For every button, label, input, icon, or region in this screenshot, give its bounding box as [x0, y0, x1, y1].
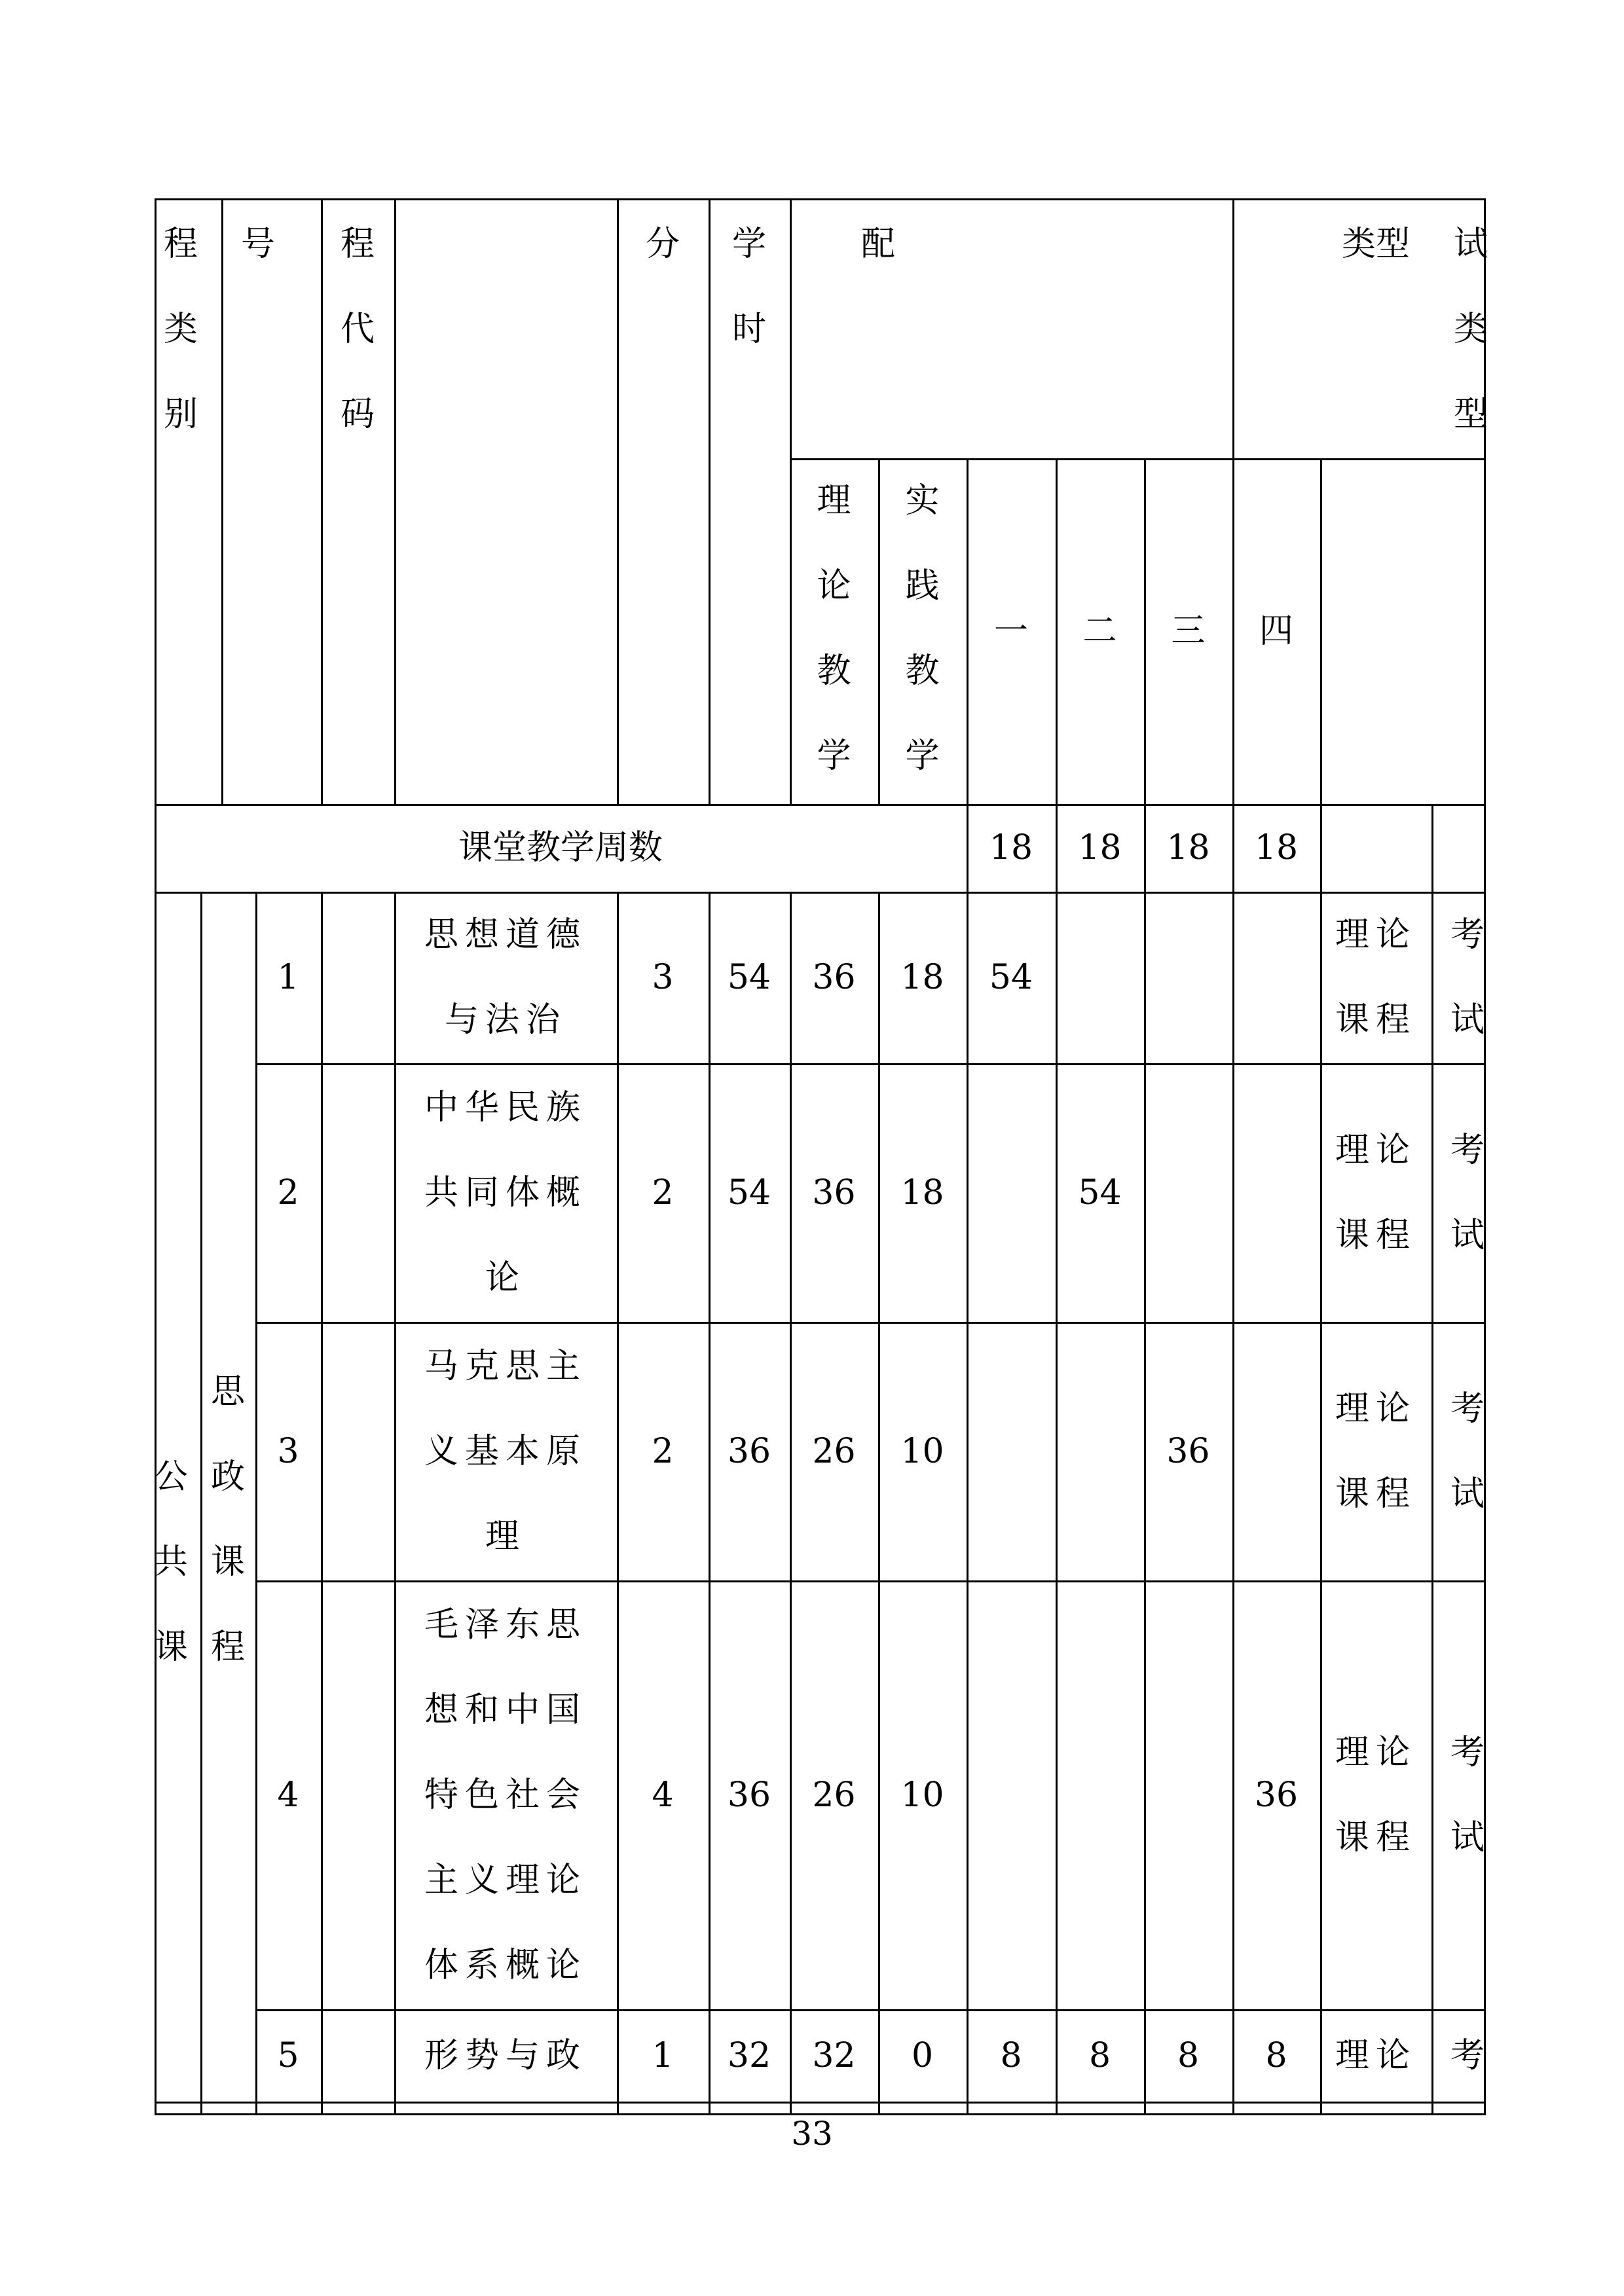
header-hours-line: 学	[731, 225, 766, 264]
row-credits: 1	[652, 2035, 674, 2075]
row-course-type-line: 理论	[1335, 1130, 1416, 1170]
header-theory-teaching	[790, 458, 878, 799]
table-rule	[617, 198, 619, 806]
row-course-type-line: 理论	[1335, 2035, 1416, 2075]
table-rule	[1431, 804, 1433, 894]
header-allocation: 配	[860, 225, 895, 264]
row-course-name-line: 想和中国	[424, 1690, 587, 1730]
header-exam-type-line: 类	[1453, 310, 1488, 349]
table-rule	[155, 2102, 1486, 2104]
header-course-type: 类型	[1341, 225, 1410, 264]
header-number: 号	[240, 225, 275, 264]
row-term-4-hours: 8	[1265, 2035, 1287, 2075]
row-number: 1	[277, 958, 299, 997]
row-exam-type-line: 考	[1450, 1130, 1485, 1170]
row-exam-type-line: 试	[1450, 1215, 1485, 1255]
table-rule	[321, 892, 323, 2115]
row-practice-hours: 18	[900, 1173, 944, 1212]
row-course-name-line: 毛泽东思	[424, 1605, 587, 1645]
row-number: 4	[277, 1775, 299, 1815]
row-theory-hours: 26	[812, 1775, 856, 1815]
row-term-2-hours: 8	[1088, 2035, 1111, 2075]
header-practice-teaching-line: 学	[905, 737, 940, 776]
row-course-type-line: 课程	[1335, 1817, 1416, 1857]
row-course-name-line: 特色社会	[424, 1775, 587, 1815]
row-course-name-line: 体系概论	[424, 1945, 587, 1985]
row-term-1-hours: 8	[1000, 2035, 1022, 2075]
row-number: 5	[277, 2035, 299, 2075]
row-course-name-line: 义基本原	[424, 1431, 587, 1471]
header-exam-type	[1431, 202, 1510, 457]
row-course-name	[394, 1582, 617, 2008]
weeks-row-term-4: 18	[1254, 828, 1299, 867]
header-term-1: 一	[993, 611, 1028, 651]
row-theory-hours: 36	[812, 958, 856, 997]
row-hours: 36	[727, 1431, 771, 1471]
row-hours: 54	[727, 958, 771, 997]
row-course-name	[394, 2013, 617, 2098]
row-theory-hours: 36	[812, 1173, 856, 1212]
table-rule	[155, 198, 1486, 200]
row-exam-type	[1431, 1366, 1504, 1537]
row-course-name-line: 马克思主	[424, 1346, 587, 1386]
group-ideological-courses-line: 政	[210, 1457, 245, 1497]
group-ideological-courses-line: 课	[210, 1542, 245, 1582]
table-rule	[1484, 804, 1486, 894]
header-hours	[709, 202, 790, 372]
header-course-code-line: 代	[340, 310, 375, 349]
table-rule	[1320, 458, 1322, 806]
header-practice-teaching-line: 实	[905, 481, 940, 520]
row-exam-type-line: 考	[1450, 2035, 1485, 2075]
header-theory-teaching-line: 学	[817, 737, 851, 776]
row-course-type	[1320, 1366, 1431, 1537]
header-theory-teaching-line: 教	[817, 651, 851, 691]
header-course-category-line: 别	[163, 395, 198, 434]
header-course-code-line: 码	[340, 395, 375, 434]
header-exam-type-line: 试	[1453, 225, 1488, 264]
row-exam-type	[1431, 892, 1504, 1063]
row-course-name-line: 论	[485, 1258, 526, 1298]
row-exam-type-line: 考	[1450, 1389, 1485, 1429]
row-number: 2	[277, 1173, 299, 1212]
row-exam-type	[1431, 2013, 1504, 2098]
row-exam-type-line: 考	[1450, 1732, 1485, 1772]
row-credits: 2	[652, 1431, 674, 1471]
row-course-name	[394, 1065, 617, 1321]
row-hours: 32	[727, 2035, 771, 2075]
header-course-category-line: 程	[163, 225, 198, 264]
row-term-2-hours: 54	[1078, 1173, 1122, 1212]
row-term-3-hours: 36	[1166, 1431, 1210, 1471]
header-term-2: 二	[1082, 611, 1117, 651]
row-course-type-line: 课程	[1335, 1474, 1416, 1514]
table-rule	[394, 198, 396, 806]
header-practice-teaching-line: 践	[905, 566, 940, 606]
group-ideological-courses	[200, 1349, 255, 1690]
group-ideological-courses-line: 程	[210, 1628, 245, 1667]
weeks-row-term-1: 18	[989, 828, 1033, 867]
header-theory-teaching-line: 论	[817, 566, 851, 606]
row-term-3-hours: 8	[1177, 2035, 1200, 2075]
row-practice-hours: 0	[911, 2035, 934, 2075]
table-rule	[967, 892, 969, 2115]
row-course-type-line: 理论	[1335, 1732, 1416, 1772]
header-term-4: 四	[1259, 611, 1293, 651]
header-course-category-line: 类	[163, 310, 198, 349]
row-course-name-line: 主义理论	[424, 1860, 587, 1900]
header-credits: 分	[645, 225, 680, 264]
row-theory-hours: 26	[812, 1431, 856, 1471]
row-practice-hours: 18	[900, 958, 944, 997]
row-course-type	[1320, 1710, 1431, 1880]
row-course-name	[394, 892, 617, 1063]
row-credits: 4	[652, 1775, 674, 1815]
weeks-row-term-3: 18	[1166, 828, 1210, 867]
header-term-3: 三	[1171, 611, 1206, 651]
row-hours: 54	[727, 1173, 771, 1212]
group-ideological-courses-line: 思	[210, 1372, 245, 1412]
row-course-name-line: 与法治	[444, 1000, 566, 1040]
weeks-row-term-2: 18	[1078, 828, 1122, 867]
header-exam-type-line: 型	[1453, 395, 1488, 434]
row-exam-type-line: 试	[1450, 1474, 1485, 1514]
table-rule	[221, 198, 223, 806]
row-course-name	[394, 1324, 617, 1579]
row-exam-type-line: 试	[1450, 1000, 1485, 1040]
row-exam-type	[1431, 1710, 1504, 1880]
row-course-name-line: 中华民族	[424, 1087, 587, 1127]
header-course-code	[321, 202, 394, 457]
group-public-courses-line: 共	[153, 1542, 188, 1582]
row-course-name-line: 理	[485, 1516, 526, 1556]
row-course-type	[1320, 1108, 1431, 1278]
row-hours: 36	[727, 1775, 771, 1815]
row-term-1-hours: 54	[989, 958, 1033, 997]
row-credits: 2	[652, 1173, 674, 1212]
row-exam-type-line: 考	[1450, 915, 1485, 955]
group-public-courses	[148, 1434, 194, 1690]
row-practice-hours: 10	[900, 1775, 944, 1815]
page-number: 33	[791, 2115, 833, 2153]
weeks-row-label: 课堂教学周数	[458, 828, 663, 867]
group-public-courses-line: 课	[153, 1628, 188, 1667]
row-course-type	[1320, 892, 1431, 1063]
row-course-name-line: 思想道德	[424, 915, 587, 955]
row-number: 3	[277, 1431, 299, 1471]
row-course-name-line: 形势与政	[424, 2035, 587, 2075]
row-term-4-hours: 36	[1254, 1775, 1299, 1815]
row-exam-type-line: 试	[1450, 1817, 1485, 1857]
row-course-type-line: 课程	[1335, 1000, 1416, 1040]
row-theory-hours: 32	[812, 2035, 856, 2075]
header-practice-teaching	[878, 458, 967, 799]
header-course-code-line: 程	[340, 225, 375, 264]
row-credits: 3	[652, 958, 674, 997]
group-public-courses-line: 公	[153, 1457, 188, 1497]
row-course-type-line: 理论	[1335, 1389, 1416, 1429]
header-hours-line: 时	[731, 310, 766, 349]
table-rule	[1320, 804, 1322, 894]
row-course-name-line: 共同体概	[424, 1173, 587, 1212]
header-practice-teaching-line: 教	[905, 651, 940, 691]
row-practice-hours: 10	[900, 1431, 944, 1471]
row-exam-type	[1431, 1108, 1504, 1278]
header-course-category	[155, 202, 207, 457]
header-theory-teaching-line: 理	[817, 481, 851, 520]
row-course-type-line: 理论	[1335, 915, 1416, 955]
row-course-type-line: 课程	[1335, 1215, 1416, 1255]
row-course-type	[1320, 2013, 1431, 2098]
